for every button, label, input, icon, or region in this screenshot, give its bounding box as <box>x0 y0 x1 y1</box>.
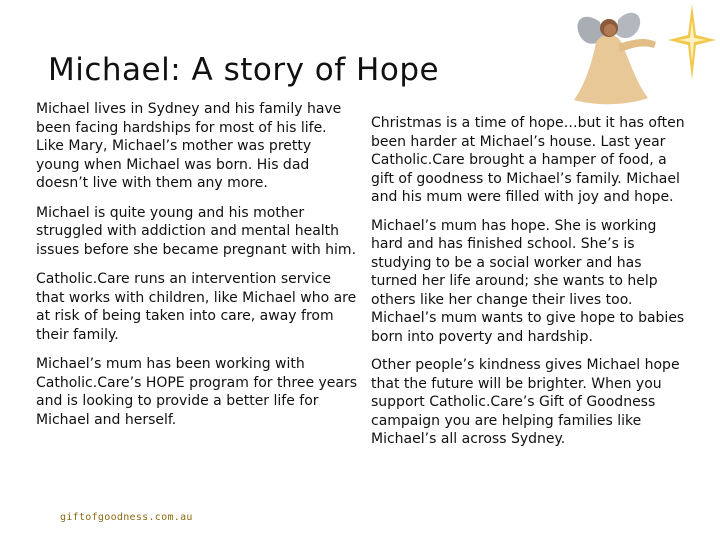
page-title: Michael: A story of Hope <box>48 52 440 88</box>
paragraph-mother-struggles: Michael is quite young and his mother struggled with addiction and mental health issues before she became pregnant with him. <box>36 204 357 258</box>
paragraph-christmas-hope: Christmas is a time of hope…but it has often been harder at Michael’s house. Last year Catholic.Care brought a hamper of food, a gift of goodness to Michael’s family. Michael and his mum were filled with joy and hope. <box>371 115 685 205</box>
paragraph-mum-has-hope: Michael’s mum has hope. She is working hard and has finished school. She’s is studying to be a social worker and has turned her life around; she wants to help others like her change their lives too. Michael’s mum wants to give hope to babies born into poverty and hardship. <box>371 217 685 345</box>
paragraph-kindness: Other people’s kindness gives Michael hope that the future will be brighter. When you support Catholic.Care’s Gift of Goodness campaign you are helping families like Michael’s all across Sydney. <box>371 357 680 447</box>
angel-with-star-icon <box>566 2 720 114</box>
footer-website: giftofgoodness.com.au <box>60 512 193 523</box>
angel-arm <box>618 39 656 52</box>
paragraph-hope-program: Michael’s mum has been working with Catholic.Care’s HOPE program for three years and is looking to provide a better life for Michael and herself. <box>36 356 358 428</box>
left-column <box>36 100 358 440</box>
right-column <box>371 114 691 459</box>
paragraph-intervention-service: Catholic.Care runs an intervention service that works with children, like Michael who are at risk of being taken into care, away from their family. <box>36 271 357 343</box>
angel-right-wing <box>616 13 640 38</box>
star-icon <box>668 4 716 80</box>
paragraph-intro: Michael lives in Sydney and his family have been facing hardships for most of his life. Like Mary, Michael’s mother was pretty young when Michael was born. His dad doesn’t live with them any more. <box>36 101 342 191</box>
